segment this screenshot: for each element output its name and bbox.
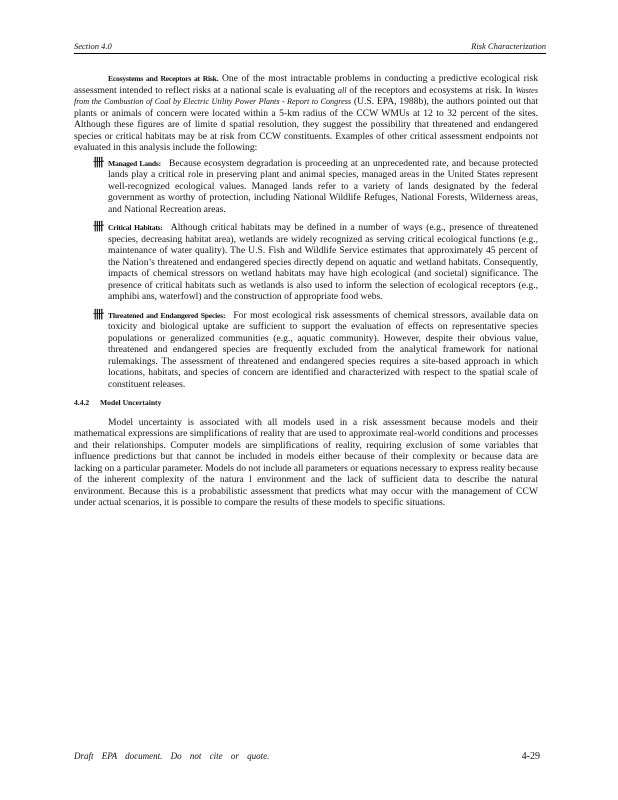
bullet-text: Because ecosystem degradation is proceeding at an unprecedented rate, and because protected lands play a critical role in preserving plant and animal species, managed areas in the United States represent well-recognized ecological values. Managed lands refer to a variety of lands designated by the federal government as worthy of protection, including National Wildlife Refuges, National Forests, Wilderness areas, and National Recreation areas. (108, 157, 538, 215)
emphasis-all: all (337, 85, 347, 95)
run-in-heading: Ecosystems and Receptors at Risk. (108, 74, 219, 83)
intro-text-1: One of the most intractable problems in conducting a predictive ecological risk assessment intended to reflect risks at a national scale is evaluating (74, 73, 538, 96)
intro-paragraph (74, 73, 538, 154)
intro-text-2: of the receptors and ecosystems at risk. In (346, 84, 516, 96)
bullet-text: For most ecological risk assessments of chemical stressors, available data on toxicity and biological uptake are sufficient to support the evaluation of effects on representative species populations or generalized communities (e.g., aquatic community). However, despite their obvious value, threatened and endangered species are frequently excluded from the analytical framework for national rulemakings. The assessment of threatened and endangered species requires a site-based approach in which locations, habitats, and species of concern are identified and characterized with respect to the spatial scale of constituent releases. (108, 309, 538, 390)
header-section: Section 4.0 (74, 41, 112, 51)
bullet-title: Managed Lands: (108, 158, 161, 168)
bullet-text: Although critical habitats may be defined in a number of ways (e.g., presence of threatened species, decreasing habitat area), wetlands are widely recognized as serving critical ecological functions (e.g., maintenance of water quality). The U.S. Fish and Wildlife Service estimates that approximately 45 percent of the Nation’s threatened and endangered species directly depend on aquatic and wetland habitats. Consequently, impacts of chemical stressors on wetland habitats may have high ecological (and societal) significance. The presence of critical habitats such as wetlands is also used to inform the selection of ecological receptors (e.g., amphibi ans, waterfowl) and the construction of appropriate food webs. (108, 222, 538, 302)
footer-disclaimer: Draft EPA document. Do not cite or quote. (74, 751, 270, 761)
intro-text-3: (U.S. EPA, 1988b), the authors pointed out that plants or animals of concern were located within a 5-km radius of the CCW WMUs at 12 to 32 percent of the sites. Although these figures are of limite d spatial resolution, they suggest the possibility that threatened and endangered species or critical habitats may be at risk from CCW constituents. Examples of other critical assessment endpoints not evaluated in this analysis include the following: (74, 96, 538, 153)
bullet-title: Critical Habitats: (108, 223, 163, 232)
section-heading (74, 397, 538, 409)
list-item-threatened-species (93, 307, 538, 391)
list-item-critical-habitats (93, 220, 538, 303)
header-title: Risk Characterization (471, 41, 546, 51)
list-item-managed-lands (93, 155, 538, 216)
section-number: 4.4.2 (74, 398, 90, 407)
bullet-icon: 卌 (93, 155, 104, 169)
model-uncertainty-paragraph: Model uncertainty is associated with all models used in a risk assessment because models and their mathematical expressions are simplifications of reality that are used to approximate real-world conditions and processes and their relationships. Computer models are simplifications of reality, requiring exclusion of some variables that influence predictions but that cannot be included in models either because of their complexity or because data are lacking on a particular parameter. Models do not include all parameters or equations necessary to express reality because of the inherent complexity of the natura l environment and the lack of sufficient data to describe the natural environment. Because this is a probabilistic assessment that predicts what may occur with the management of CCW under actual scenarios, it is possible to compare the results of these models to specific situations. (74, 416, 538, 508)
report-title: Wastes from the Combustion of Coal by Electric Utility Power Plants - Report to Congress (74, 85, 539, 106)
page-header (74, 41, 546, 54)
bullet-icon: 卌 (93, 220, 104, 233)
page-number: 4-29 (521, 751, 540, 762)
page-footer (74, 751, 540, 765)
endpoint-list (74, 155, 538, 391)
document-body (74, 73, 538, 509)
section-title: Model Uncertainty (100, 398, 162, 407)
bullet-icon: 卌 (93, 307, 104, 321)
bullet-title: Threatened and Endangered Species: (108, 310, 226, 320)
